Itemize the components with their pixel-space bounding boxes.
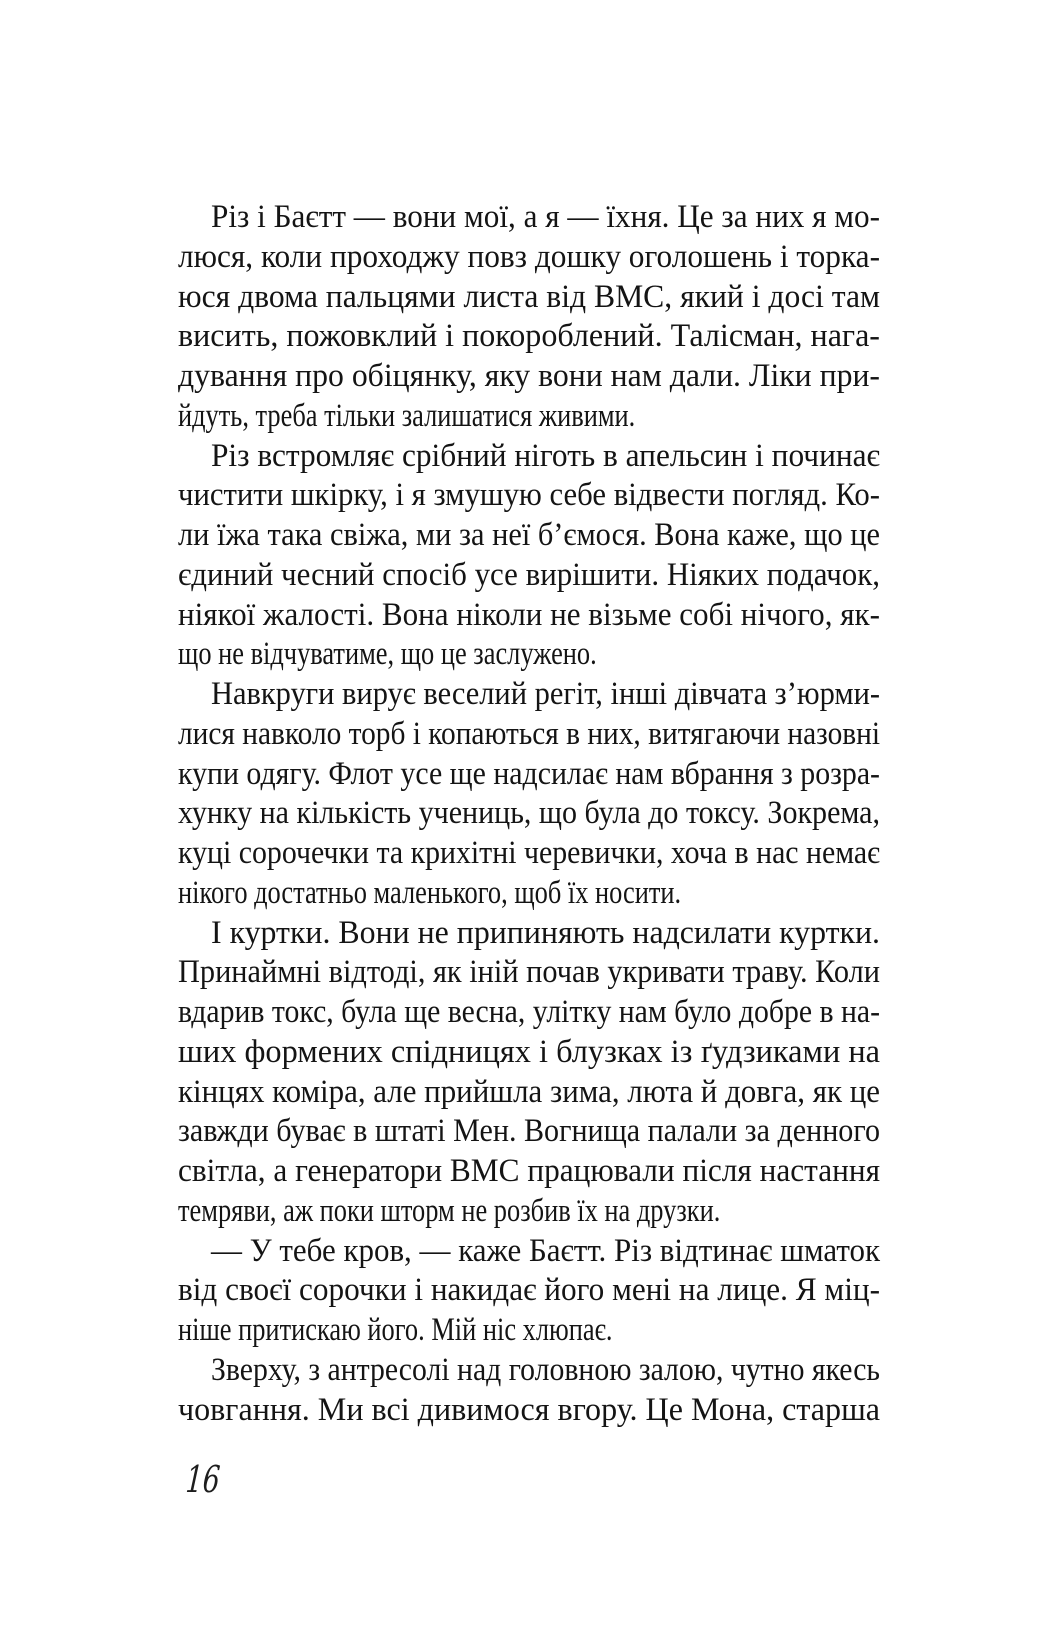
text-line (178, 874, 880, 914)
text-line-content: — У тебе кров, — каже Баєтт. Різ відтинає шматок (211, 1232, 880, 1269)
text-line (178, 317, 880, 357)
text-line (178, 1192, 880, 1232)
text-line-content: світла, а генератори ВМС працювали після настання (178, 1153, 880, 1189)
text-line (178, 476, 880, 516)
text-line-content: Зверху, з антресолі над головною залою, чутно якесь (211, 1351, 880, 1388)
page-number: 16 (184, 1458, 222, 1501)
text-line (178, 755, 880, 795)
text-line-content: завжди буває в штаті Мен. Вогнища палали за денного (178, 1113, 880, 1150)
text-line-content: чистити шкірку, і я змушую себе відвести погляд. Ко- (178, 477, 880, 514)
text-line-content: І куртки. Вони не припиняють надсилати куртки. (211, 914, 880, 951)
text-line (178, 834, 880, 874)
text-line (178, 1391, 880, 1431)
text-line (178, 715, 880, 755)
text-line (178, 1033, 880, 1073)
text-line-content: Різ і Баєтт — вони мої, а я — їхня. Це за них я мо- (211, 199, 880, 235)
text-line-content: нікого достатньо маленького, щоб їх носити. (178, 874, 682, 911)
text-line (178, 1152, 880, 1192)
text-line (178, 1351, 880, 1391)
text-line (178, 437, 880, 477)
text-line-content: дування про обіцянку, яку вони нам дали. Ліки при- (178, 358, 880, 394)
text-line-content: ли їжа така свіжа, ми за неї б’ємося. Вона каже, що це (178, 517, 880, 553)
text-line (178, 596, 880, 636)
text-line-content: темряви, аж поки шторм не розбив їх на друзки. (178, 1192, 721, 1229)
text-line-content: єдиний чесний спосіб усе вирішити. Ніяких подачок, (178, 556, 880, 593)
text-line-content: Принаймні відтоді, як іній почав укривати траву. Коли (178, 954, 880, 991)
text-line (178, 238, 880, 278)
text-line (178, 556, 880, 596)
text-line (178, 1073, 880, 1113)
text-line (178, 914, 880, 954)
text-line (178, 993, 880, 1033)
text-line-content: хунку на кількість учениць, що була до токсу. Зокрема, (178, 795, 880, 832)
text-line (178, 1271, 880, 1311)
text-line-content: Навкруги вирує веселий регіт, інші дівчата з’юрми- (211, 676, 880, 712)
text-line-content: куці сорочечки та крихітні черевички, хоча в нас немає (178, 835, 880, 871)
text-line (178, 1232, 880, 1272)
text-line-content: лися навколо торб і копаються в них, витягаючи назовні (178, 715, 880, 752)
text-line (178, 198, 880, 238)
text-line (178, 675, 880, 715)
text-line (178, 278, 880, 318)
text-line-content: що не відчуватиме, що це заслужено. (178, 636, 597, 673)
text-line-content: йдуть, треба тільки залишатися живими. (178, 397, 636, 434)
text-line (178, 1112, 880, 1152)
text-line-content: висить, пожовклий і покороблений. Талісман, нага- (178, 318, 880, 355)
text-line-content: кінцях коміра, але прийшла зима, люта й довга, як це (178, 1073, 880, 1110)
text-line-content: Різ встромляє срібний ніготь в апельсин і починає (211, 437, 880, 474)
text-line (178, 953, 880, 993)
text-line (178, 1311, 880, 1351)
text-line-content: від своєї сорочки і накидає його мені на лице. Я міц- (178, 1272, 880, 1309)
text-line-content: юся двома пальцями листа від ВМС, який і досі там (178, 278, 880, 315)
text-line (178, 794, 880, 834)
text-line (178, 397, 880, 437)
text-line (178, 516, 880, 556)
text-line-content: вдарив токс, була ще весна, улітку нам було добре в на- (178, 994, 880, 1030)
text-line-content: люся, коли проходжу повз дошку оголошень і торка- (178, 238, 880, 275)
text-line-content: ніякої жалості. Вона ніколи не візьме собі нічого, як- (178, 596, 880, 633)
text-line-content: човгання. Ми всі дивимося вгору. Це Мона, старша (178, 1391, 880, 1428)
text-line-content: купи одягу. Флот усе ще надсилає нам вбрання з розра- (178, 755, 880, 792)
page-text (178, 198, 880, 1430)
text-line-content: ших формених спідницях і блузках із ґудзиками на (178, 1033, 880, 1070)
text-line (178, 635, 880, 675)
text-line (178, 357, 880, 397)
text-line-content: ніше притискаю його. Мій ніс хлюпає. (178, 1312, 613, 1348)
